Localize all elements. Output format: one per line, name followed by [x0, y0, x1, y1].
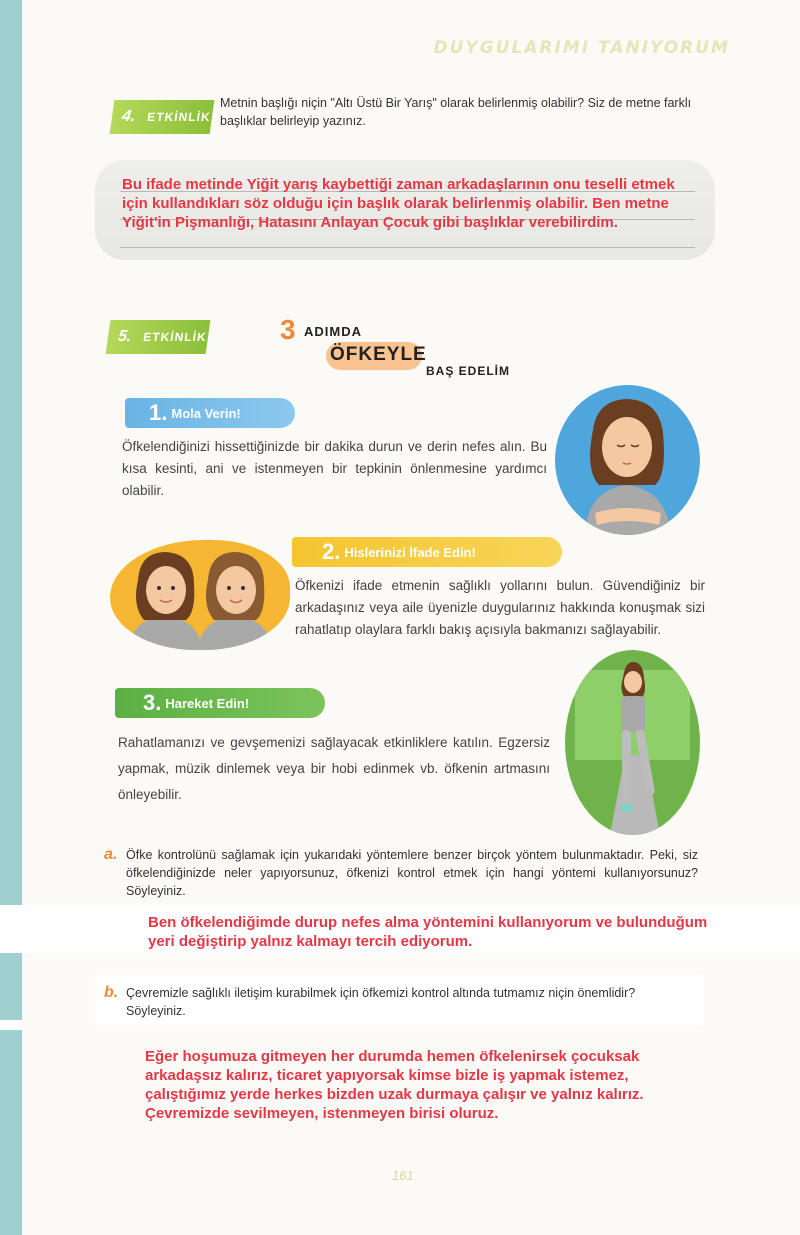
question-a-letter: a.	[104, 846, 118, 863]
step-number: 1.	[149, 400, 168, 425]
activity-4-question: Metnin başlığı niçin "Altı Üstü Bir Yarış" olarak belirlenmiş olabilir? Siz de metne farklı başlıklar belirleyip yazınız.	[220, 96, 692, 128]
question-a-text: Öfke kontrolünü sağlamak için yukarıdaki yöntemlere benzer birçok yöntem bulunmaktadır. Peki, siz öfkelendiğinizde neler yapıyorsunuz, öfkenizi kontrol etmek için hangi yöntemi kullanıyorsunuz? Söyleyiniz.	[126, 848, 698, 898]
title-adimda: ADIMDA	[304, 324, 362, 339]
step-1-text: Öfkelendiğinizi hissettiğinizde bir dakika durun ve derin nefes alın. Bu kısa kesinti, ani ve istenmeyen bir tepkinin önlenmesine yardımcı olabilir.	[122, 439, 547, 498]
step-2-banner	[292, 537, 562, 567]
three-step-title	[280, 314, 540, 384]
activity-5-badge	[106, 320, 211, 354]
step-title: Hareket Edin!	[165, 695, 250, 711]
girl-breathing-illustration	[555, 385, 700, 535]
two-girls-talking-illustration	[110, 540, 290, 650]
writing-line	[120, 247, 695, 248]
step-number: 3.	[143, 690, 162, 715]
title-bas-edelim: BAŞ EDELİM	[426, 364, 511, 378]
step-1-banner	[125, 398, 295, 428]
left-decorative-strip	[0, 0, 22, 1235]
step-3-text: Rahatlamanızı ve gevşemenizi sağlayacak etkinliklere katılın. Egzersiz yapmak, müzik dinlemek veya bir hobi edinmek vb. öfkenin artmasını önleyebilir.	[118, 735, 550, 802]
page-number: 161	[392, 1168, 414, 1183]
activity-label: ETKİNLİK	[146, 110, 212, 124]
step-2-text: Öfkenizi ifade etmenin sağlıklı yollarını bulun. Güvendiğiniz bir arkadaşınız veya aile üyenizle duygularınız hakkında konuşmak sizi rahatlatıp olaylara farklı bakış açısıyla bakmanızı sağlayabilir.	[295, 578, 705, 637]
question-b-text: Çevremizle sağlıklı iletişim kurabilmek için öfkemizi kontrol altında tutmamız niçin önemlidir? Söyleyiniz.	[126, 986, 636, 1018]
activity-4-badge	[110, 100, 215, 134]
activity-number: 5.	[116, 328, 133, 345]
title-ofkeyle: ÖFKEYLE	[330, 344, 427, 365]
step-title: Mola Verin!	[171, 405, 241, 421]
step-number: 2.	[322, 539, 341, 564]
step-title: Hislerinizi İfade Edin!	[344, 544, 476, 560]
strip-gap	[0, 905, 22, 953]
activity-label: ETKİNLİK	[142, 330, 208, 344]
girl-running-illustration	[565, 650, 700, 835]
question-b-letter: b.	[104, 984, 119, 1001]
activity-number: 4.	[120, 108, 137, 125]
answer-a-text: Ben öfkelendiğimde durup nefes alma yöntemini kullanıyorum ve bulunduğum yeri değiştirip yalnız kalmayı tercih ediyorum.	[148, 914, 708, 950]
strip-gap	[0, 1020, 22, 1030]
title-number: 3	[280, 314, 296, 345]
page-header-title: DUYGULARIMI TANIYORUM	[433, 38, 730, 58]
answer-b-text: Eğer hoşumuza gitmeyen her durumda hemen öfkelenirsek çocuksak arkadaşsız kalırız, ticaret yapıyorsak kimse bizle iş yapmak istemez, çalıştığımız yerde herkes bizden uzak durmaya çalışır ve yalnız kalırız. Çevremizde sevilmeyen, istenmeyen birisi oluruz.	[145, 1048, 644, 1122]
activity-4-answer: Bu ifade metinde Yiğit yarış kaybettiği zaman arkadaşlarının onu teselli etmek için kullandıkları söz olduğu için başlık olarak belirlenmiş olabilir. Ben metne Yiğit'in Pişmanlığı, Hatasını Anlayan Çocuk gibi başlıklar verebilirdim.	[122, 176, 675, 231]
step-3-banner	[115, 688, 325, 718]
